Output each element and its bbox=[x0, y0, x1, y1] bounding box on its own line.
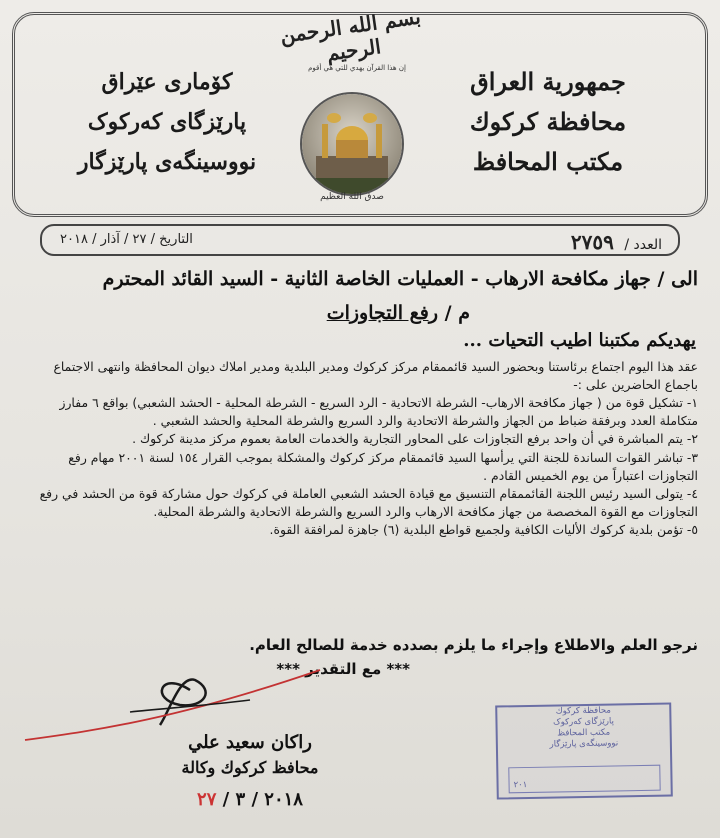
body-paragraph: ١- تشكيل قوة من ( جهاز مكافحة الارهاب- الشرطة الاتحادية - الرد السريع - الشرطة المحلية - الحشد الشعبي) بواقع ٦ مفارز متكاملة العدد وبرفقة ضباط من الجهاز والشرطة الاتحادية والرد السريع والشرطة المحلية والحشد الشعبي . bbox=[59, 395, 698, 428]
reference-value: ٢٧٥٩ bbox=[570, 230, 614, 254]
letterhead-kurdish-line: نووسینگەی پارێزگار bbox=[77, 149, 257, 175]
signature-date-day: ٢٧ bbox=[197, 789, 217, 810]
emblem bbox=[272, 4, 432, 204]
signatory-name: راكان سعيد علي bbox=[188, 732, 312, 753]
stamp-box-number: ٢٠١ bbox=[513, 779, 528, 791]
letterhead-arabic-line: مكتب المحافظ bbox=[472, 147, 624, 176]
stamp-line: محافظة كركوك bbox=[555, 705, 611, 717]
date-label: التاريخ / bbox=[150, 232, 193, 247]
stamp-line: نووسینگەی پارێزگار bbox=[549, 738, 619, 750]
stamp-line: پارێزگای کەرکوک bbox=[552, 716, 615, 728]
letter-date bbox=[60, 232, 193, 247]
emblem-motto: صدق الله العظيم bbox=[320, 192, 384, 202]
official-stamp bbox=[495, 702, 673, 799]
greeting: يهديكم مكتبنا اطيب التحيات ... bbox=[463, 330, 696, 351]
basmala-calligraphy: بسم الله الرحمن الرحيم bbox=[278, 4, 423, 66]
emblem-quote: إن هذا القرآن يهدي للتي هي أقوم bbox=[308, 64, 406, 72]
reference-number bbox=[571, 230, 662, 254]
letterhead-kurdish-line: كۆماری عێراق bbox=[101, 69, 233, 95]
stamp-line: مكتب المحافظ bbox=[557, 727, 611, 739]
reference-label: العدد / bbox=[624, 237, 662, 253]
date-value: ٢٧ / آذار / ٢٠١٨ bbox=[60, 232, 147, 247]
signature-date-prefix: ٢٠١٨ / ٣ / bbox=[222, 789, 303, 810]
subject-prefix: م / bbox=[444, 302, 470, 324]
addressee: الى / جهاز مكافحة الارهاب - العمليات الخاصة الثانية - السيد القائد المحترم bbox=[102, 268, 698, 290]
stamp-box bbox=[508, 765, 660, 794]
closing-regards: *** مع التقدير *** bbox=[276, 660, 410, 678]
body-paragraph: ٣- تباشر القوات الساندة للجنة التي يرأسها السيد قائممقام مركز كركوك والمشكلة بموجب القرار ١٥٤ لسنة ٢٠٠١ مهام رفع التجاوزات اعتباراً من يوم الخميس القادم . bbox=[68, 449, 698, 483]
reference-date-bar bbox=[40, 224, 680, 256]
letterhead-arabic-line: جمهورية العراق bbox=[470, 67, 626, 96]
body-paragraph: ٤- يتولى السيد رئيس اللجنة القائممقام التنسيق مع قيادة الحشد الشعبي العاملة في كركوك حول مشاركة قوة من الحشد في رفع التجاوزات مع القوة المخصصة من جهاز مكافحة الارهاب والرد السريع والشرطة الاتحادية والشرطة المحلية. bbox=[39, 486, 698, 519]
letterhead-arabic-line: محافظة كركوك bbox=[469, 107, 627, 136]
body-paragraph: ٥- تؤمن بلدية كركوك الأليات الكافية ولجميع قواطع البلدية (٦) جاهزة لمرافقة القوة. bbox=[269, 522, 698, 538]
letterhead-kurdish-line: پارێزگای کەرکوک bbox=[87, 109, 247, 135]
closing-request: نرجو العلم والاطلاع وإجراء ما يلزم بصدده خدمة للصالح العام. bbox=[249, 636, 698, 654]
letter-body bbox=[18, 358, 698, 540]
subject-line bbox=[327, 302, 470, 324]
signature-block bbox=[140, 730, 360, 814]
shrine-emblem-icon bbox=[300, 92, 404, 196]
body-paragraph: عقد هذا اليوم اجتماع برئاستنا وبحضور السيد قائممقام مركز كركوك ومدير البلدية ومدير املاك ديوان المحافظة وانتهى الاجتماع باجماع الحاضرين على :- bbox=[53, 359, 698, 392]
subject-text: رفع التجاوزات bbox=[326, 302, 439, 324]
signatory-title: محافظ كركوك وكالة bbox=[181, 758, 319, 777]
signature-date bbox=[140, 786, 360, 814]
body-paragraph: ٢- يتم المباشرة في أن واحد برفع التجاوزات على المحاور التجارية والخدمات العامة بعموم مركز مدينة كركوك . bbox=[132, 431, 698, 447]
letterhead-arabic bbox=[448, 62, 648, 182]
letterhead-kurdish bbox=[62, 62, 272, 182]
